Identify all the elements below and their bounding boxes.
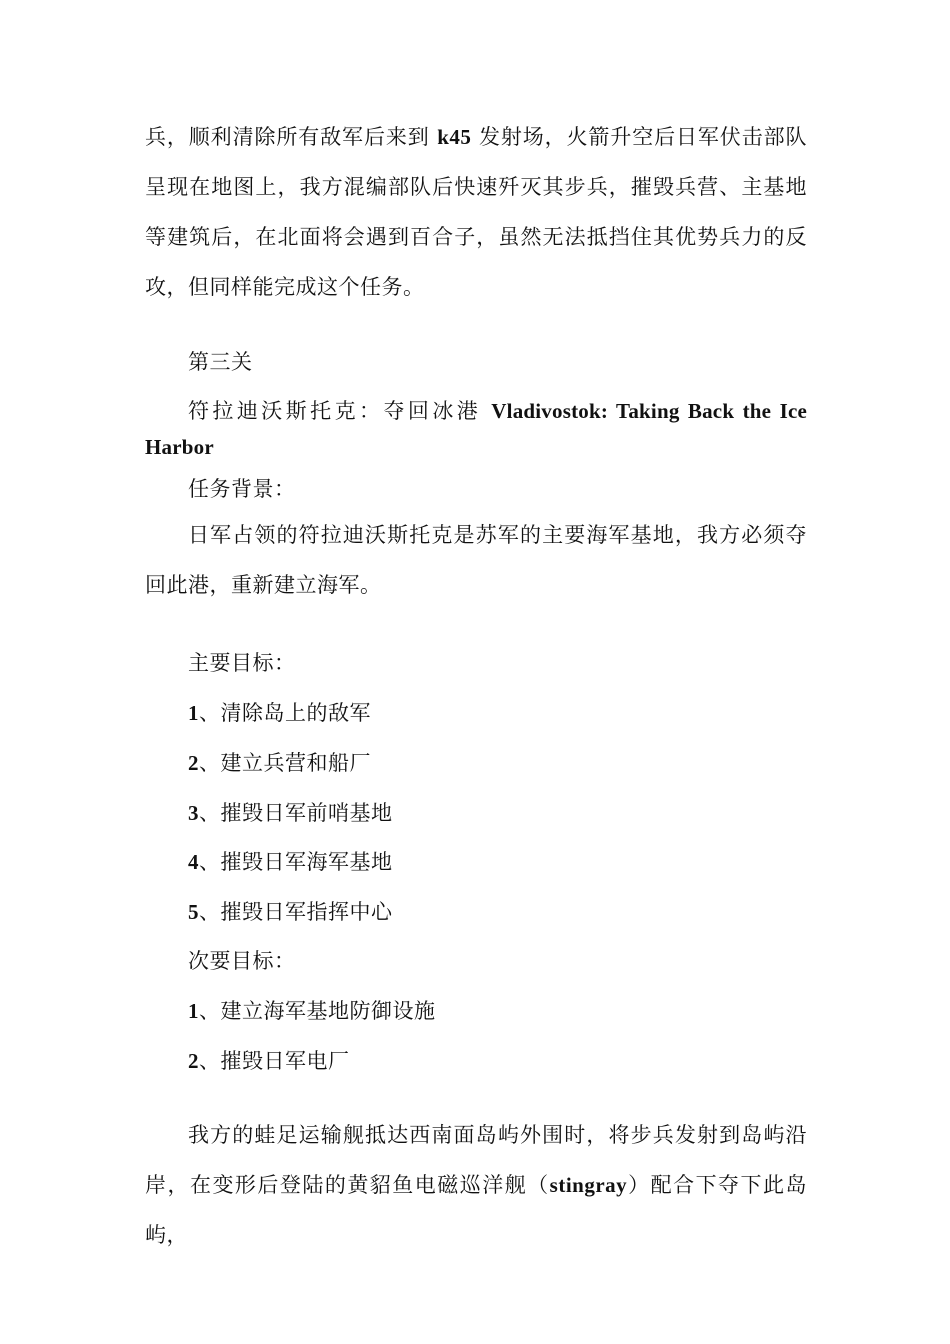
background-text: 日军占领的符拉迪沃斯托克是苏军的主要海军基地，我方必须夺回此港，重新建立海军。	[145, 523, 807, 597]
list-item-text: 、建立海军基地防御设施	[199, 999, 436, 1023]
list-item-number: 2	[188, 1049, 199, 1073]
list-item	[188, 846, 393, 876]
paragraph-bold-term: stingray	[549, 1173, 628, 1197]
list-item-number: 1	[188, 701, 199, 725]
list-item-text: 、摧毁日军电厂	[199, 1049, 350, 1073]
primary-objectives-label: 主要目标：	[188, 651, 296, 675]
background-label: 任务背景：	[188, 477, 296, 501]
paragraph-last	[145, 1110, 807, 1260]
paragraph-text: 发射场，火箭升空后日军伏击部队呈现在地图上，我方混编部队后快速歼灭其步兵，摧毁兵营、主基地等建筑后，在北面将会遇到百合子，虽然无法抵挡住其优势兵力的反攻，但同样能完成这个任务。	[145, 125, 807, 299]
level-heading: 第三关	[188, 350, 253, 374]
list-item	[188, 896, 393, 926]
list-item-text: 、摧毁日军指挥中心	[199, 900, 393, 924]
list-item-number: 5	[188, 900, 199, 924]
list-item-text: 、清除岛上的敌军	[199, 701, 371, 725]
paragraph-bold-term: k45	[437, 125, 472, 149]
list-item-number: 1	[188, 999, 199, 1023]
paragraph-continuation	[145, 112, 807, 312]
paragraph-text: 我方的蛙足运输舰抵达西南面岛屿外围时，将步兵发射到岛屿沿岸，在变形后登陆的黄貂鱼电磁巡洋舰（	[145, 1123, 807, 1197]
list-item-text: 、摧毁日军前哨基地	[199, 801, 393, 825]
mission-title	[145, 393, 807, 465]
paragraph-text: 兵，顺利清除所有敌军后来到	[145, 125, 438, 149]
list-item-number: 2	[188, 751, 199, 775]
list-item-number: 4	[188, 850, 199, 874]
mission-title-en: Vladivostok: Taking Back the Ice Harbor	[145, 399, 807, 459]
list-item-number: 3	[188, 801, 199, 825]
list-item	[188, 995, 436, 1025]
list-item-text: 、建立兵营和船厂	[199, 751, 371, 775]
mission-title-cn: 符拉迪沃斯托克：夺回冰港	[188, 399, 492, 423]
list-item	[188, 1045, 350, 1075]
paragraph-text: ）配合下夺下此岛屿，	[145, 1173, 808, 1247]
list-item	[188, 697, 371, 727]
list-item	[188, 797, 393, 827]
secondary-objectives-label: 次要目标：	[188, 949, 296, 973]
list-item-text: 、摧毁日军海军基地	[199, 850, 393, 874]
list-item	[188, 747, 371, 777]
